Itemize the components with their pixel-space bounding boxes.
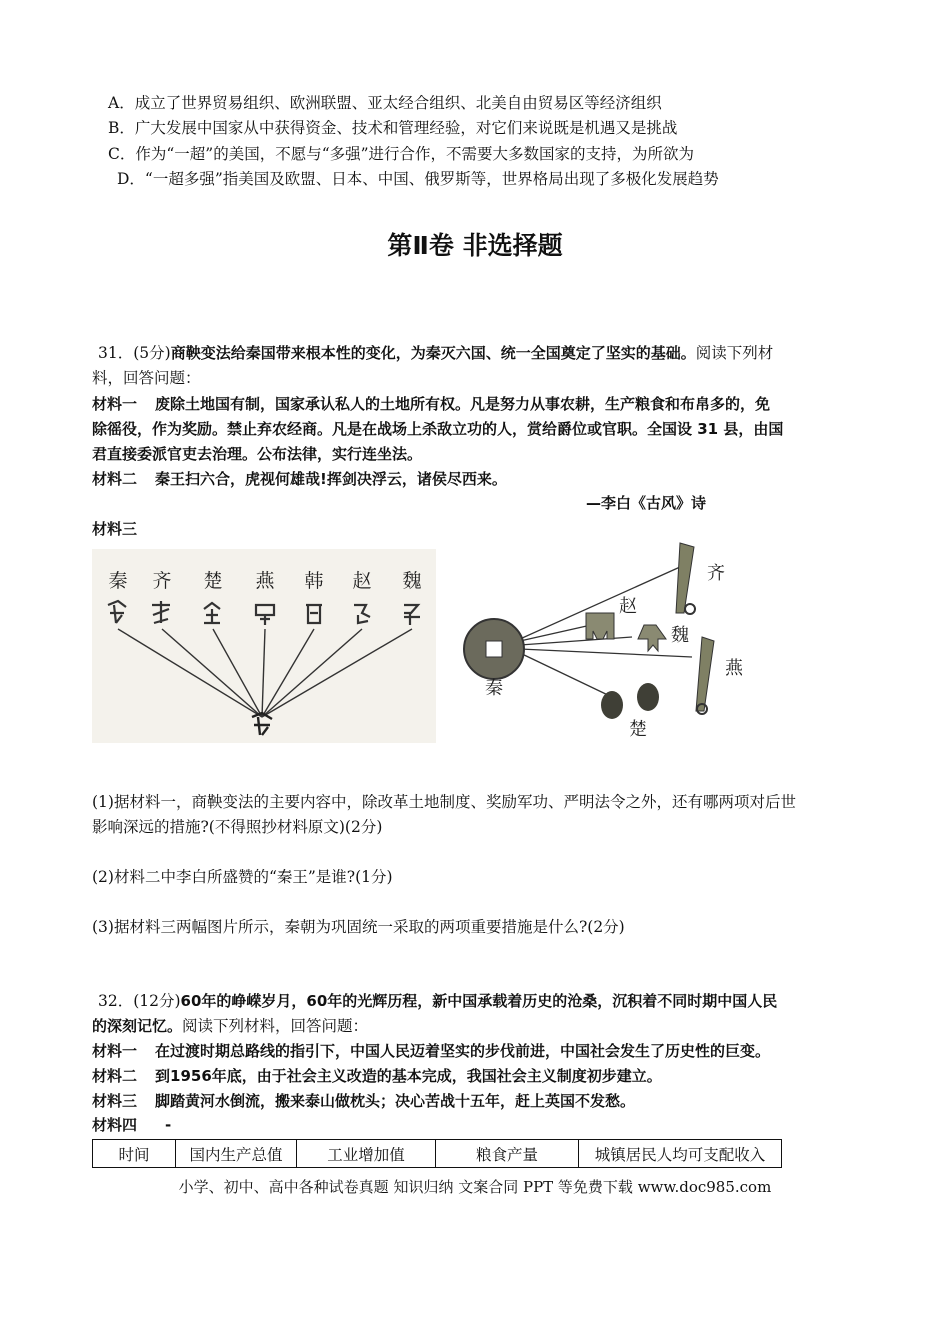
coin-label-zhao: 赵 [619,596,637,617]
page-footer: 小学、初中、高中各种试卷真题 知识归纳 文案合同 PPT 等免费下载 www.doc985.com [178,1178,772,1196]
yan-knife-money-icon [696,637,714,711]
chu-ant-nose-money-icon-2 [637,683,659,711]
q31-material1-line1 [92,393,770,415]
q32-intro-line2 [92,1015,368,1037]
ancient-glyphs [108,601,420,625]
table-header-cell: 工业增加值 [297,1140,436,1168]
table-header-cell: 城镇居民人均可支配收入 [579,1140,782,1168]
q31-number: 31．(5分) [98,344,171,362]
state-label-zhao: 赵 [352,570,372,592]
table-header-cell: 时间 [93,1140,176,1168]
q32-number: 32．(12分) [98,992,181,1010]
state-label-han: 韩 [304,570,324,592]
table-header-cell: 粮食产量 [436,1140,579,1168]
option-b: B．广大发展中国家从中获得资金、技术和管理经验，对它们来说既是机遇又是挑战 [108,119,678,137]
q31-material1-line2: 除徭役，作为奖励。禁止弃农经商。凡是在战场上杀敌立功的人，赏给爵位或官职。全国设 31 县，由国 [92,420,784,438]
q31-material1-line3: 君直接委派官吏去治理。公布法律，实行连坐法。 [92,445,423,463]
q31-m1-label: 材料一 [92,395,138,413]
q32-material1 [92,1040,770,1062]
q32-intro-bold: 60年的峥嵘岁月，60年的光辉历程，新中国承载着历史的沧桑，沉积着不同时期中国人民 [180,992,778,1010]
q32-m3-label: 材料三 [92,1092,138,1110]
chu-ant-nose-money-icon [601,691,623,719]
coin-label-wei: 魏 [671,625,689,646]
q31-material2 [92,468,507,490]
coin-label-qin: 秦 [485,678,503,699]
q32-intro-line1 [98,990,777,1012]
q31-question2: (2)材料二中李白所盛赞的“秦王”是谁?(1分) [92,868,393,886]
wei-spade-money-icon [638,625,666,651]
coin-label-yan: 燕 [725,658,743,679]
state-label-chu: 楚 [203,570,223,592]
zhao-spade-money-icon [586,613,614,639]
option-d: D．“一超多强”指美国及欧盟、日本、中国、俄罗斯等，世界格局出现了多极化发展趋势 [117,170,719,188]
q31-intro-tail: 阅读下列材 [695,344,774,362]
q31-intro-line1 [98,342,773,364]
q31-m2-label: 材料二 [92,470,138,488]
q32-intro-tail: 阅读下列材料，回答问题： [182,1017,369,1035]
q31-question1-line2: 影响深远的措施?(不得照抄材料原文)(2分) [92,818,383,836]
state-label-qi: 齐 [152,570,172,592]
q32-data-table [92,1139,782,1168]
q31-question1-line1: (1)据材料一，商鞅变法的主要内容中，除改革土地制度、奖励军功、严明法令之外，还有哪两项对后世 [92,793,796,811]
q31-intro-line2: 料，回答问题： [92,369,201,387]
q31-question3: (3)据材料三两幅图片所示，秦朝为巩固统一采取的两项重要措施是什么?(2分) [92,918,625,936]
option-a: A．成立了世界贸易组织、欧洲联盟、亚太经合组织、北美自由贸易区等经济组织 [108,94,662,112]
q32-m4-dash: - [165,1116,172,1134]
table-header-row [93,1140,782,1168]
coin-label-chu: 楚 [629,719,647,740]
coin-square-hole [486,641,502,657]
state-label-yan: 燕 [255,570,275,592]
q32-m2-text: 到1956年底，由于社会主义改造的基本完成，我国社会主义制度初步建立。 [155,1067,662,1085]
q32-m3-text: 脚踏黄河水倒流，搬来泰山做枕头；决心苦战十五年，赶上英国不发愁。 [155,1092,636,1110]
currency-unification-figure [452,537,766,743]
q32-m1-text: 在过渡时期总路线的指引下，中国人民迈着坚实的步伐前进，中国社会发生了历史性的巨变。 [155,1042,771,1060]
option-c: C．作为“一超”的美国，不愿与“多强”进行合作，不需要大多数国家的支持，为所欲为 [108,145,695,163]
q31-m1-text1: 废除土地国有制，国家承认私人的土地所有权。凡是努力从事农耕，生产粮食和布帛多的，免 [155,395,771,413]
table-header-cell: 国内生产总值 [176,1140,297,1168]
qi-knife-ring [685,604,695,614]
section-title: 第Ⅱ卷 非选择题 [387,231,563,260]
q31-m3-label: 材料三 [92,520,138,538]
q32-intro-bold2: 的深刻记忆。 [92,1017,183,1035]
coin-label-qi: 齐 [707,563,725,584]
convergence-lines [118,629,412,717]
state-label-qin: 秦 [108,570,128,592]
qi-knife-money-icon [676,543,694,613]
q32-material4 [92,1114,171,1136]
q32-m4-label: 材料四 [92,1116,138,1134]
q32-material2 [92,1065,662,1087]
q31-intro-bold: 商鞅变法给秦国带来根本性的变化，为秦灭六国、统一全国奠定了坚实的基础。 [170,344,696,362]
script-unification-figure [92,549,436,743]
q32-m1-label: 材料一 [92,1042,138,1060]
q32-m2-label: 材料二 [92,1067,138,1085]
q32-material3 [92,1090,635,1112]
q31-m2-text: 秦王扫六合，虎视何雄哉!挥剑决浮云，诸侯尽西来。 [155,470,507,488]
state-label-wei: 魏 [402,570,422,592]
q31-m2-source: —李白《古风》诗 [586,494,707,512]
